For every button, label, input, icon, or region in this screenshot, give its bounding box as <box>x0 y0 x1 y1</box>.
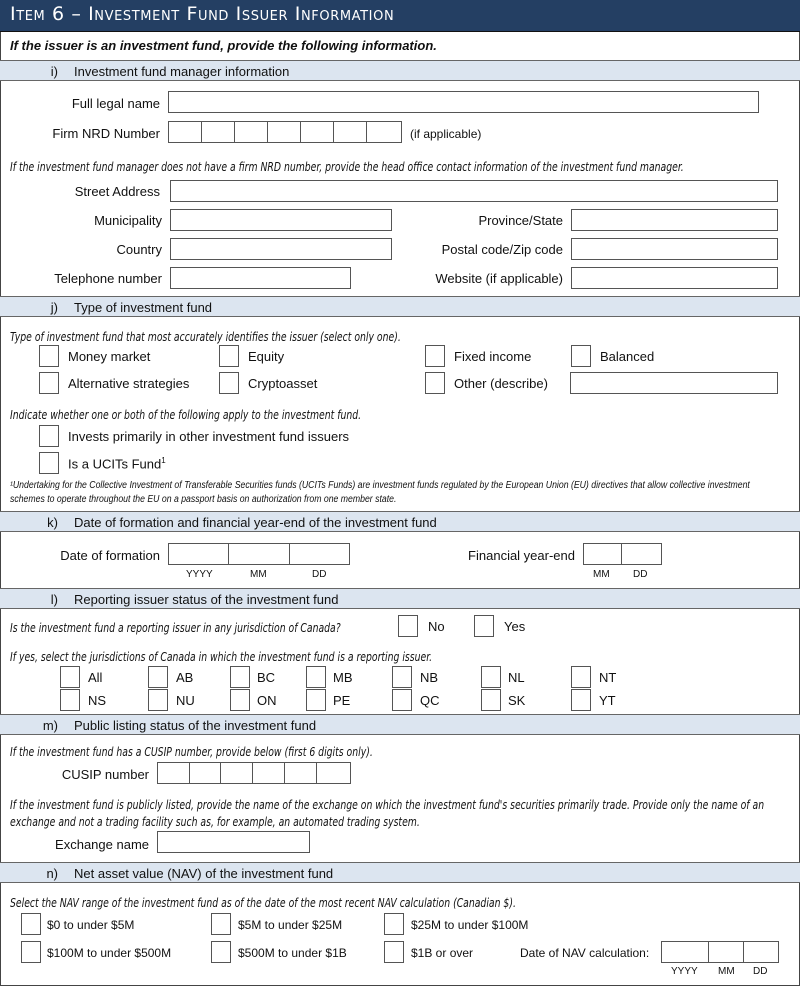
street-address-field[interactable] <box>170 180 778 202</box>
invests-in-other-funds-label: Invests primarily in other investment fund issuers <box>68 429 350 444</box>
no-nrd-instruction: If the investment fund manager does not have a firm NRD number, provide the head office contact information of the investment fund manager. <box>10 160 684 174</box>
jurisdiction-all-checkbox[interactable] <box>60 666 80 688</box>
year-end-dd-hint: DD <box>633 569 648 580</box>
type-fixed-income-label: Fixed income <box>454 349 532 364</box>
jurisdiction-nt-label: NT <box>599 670 617 685</box>
type-alternative-strategies-checkbox[interactable] <box>39 372 59 394</box>
section-letter: j) <box>50 300 58 315</box>
cusip-field[interactable] <box>157 762 351 784</box>
jurisdiction-nt-checkbox[interactable] <box>571 666 591 688</box>
jurisdiction-nb-label: NB <box>420 670 439 685</box>
ucits-fund-label <box>68 456 166 471</box>
nav-date-label: Date of NAV calculation: <box>520 946 650 960</box>
page-title: Item 6 – Investment Fund Issuer Information <box>0 0 800 32</box>
nav-range-100m-500m-checkbox[interactable] <box>21 941 41 963</box>
municipality-label: Municipality <box>94 213 162 228</box>
jurisdiction-all-label: All <box>88 670 103 685</box>
intro-instruction: If the issuer is an investment fund, provide the following information. <box>10 38 437 53</box>
street-address-label: Street Address <box>74 184 160 199</box>
formation-yyyy-hint: YYYY <box>186 569 213 580</box>
section-title: Date of formation and financial year-end of the investment fund <box>74 515 437 530</box>
cusip-digit-cell[interactable] <box>221 763 253 783</box>
nav-range-5m-25m-checkbox[interactable] <box>211 913 231 935</box>
jurisdiction-pe-checkbox[interactable] <box>306 689 326 711</box>
type-balanced-label: Balanced <box>600 349 655 364</box>
nrd-digit-cell[interactable] <box>301 122 334 142</box>
province-field[interactable] <box>571 209 778 231</box>
section-header-k <box>0 511 800 532</box>
type-other-label: Other (describe) <box>454 376 548 391</box>
cusip-digit-cell[interactable] <box>253 763 285 783</box>
exchange-name-label: Exchange name <box>55 837 149 852</box>
municipality-field[interactable] <box>170 209 392 231</box>
jurisdiction-ab-label: AB <box>176 670 194 685</box>
nav-range-0-5m-checkbox[interactable] <box>21 913 41 935</box>
jurisdiction-bc-checkbox[interactable] <box>230 666 250 688</box>
reporting-question: Is the investment fund a reporting issuer in any jurisdiction of Canada? <box>10 621 341 635</box>
telephone-field[interactable] <box>170 267 351 289</box>
nav-yyyy-hint: YYYY <box>671 966 698 977</box>
formation-year-cell[interactable] <box>169 544 229 564</box>
formation-date-label: Date of formation <box>60 548 160 563</box>
jurisdiction-on-checkbox[interactable] <box>230 689 250 711</box>
nav-dd-hint: DD <box>753 966 768 977</box>
exchange-instruction: If the investment fund is publicly listed, provide the name of the exchange on which the investment fund's securities primarily trade. Provide only the name of an exchange and not a trading facility such as, for example, an automated trading system. <box>10 798 765 829</box>
section-header-m <box>0 714 800 735</box>
nrd-digit-cell[interactable] <box>367 122 401 142</box>
reporting-no-label: No <box>428 619 445 634</box>
nav-date-month-cell[interactable] <box>709 942 743 962</box>
type-money-market-checkbox[interactable] <box>39 345 59 367</box>
cusip-digit-cell[interactable] <box>190 763 222 783</box>
type-instruction: Type of investment fund that most accurately identifies the issuer (select only one). <box>10 330 401 344</box>
section-title: Public listing status of the investment fund <box>74 718 317 733</box>
nav-range-25m-100m-label: $25M to under $100M <box>411 918 529 932</box>
type-fixed-income-checkbox[interactable] <box>425 345 445 367</box>
section-letter: i) <box>50 64 58 79</box>
jurisdiction-bc-label: BC <box>257 670 276 685</box>
telephone-label: Telephone number <box>54 271 162 286</box>
province-label: Province/State <box>478 213 563 228</box>
jurisdiction-sk-label: SK <box>508 693 526 708</box>
firm-nrd-label: Firm NRD Number <box>52 126 160 141</box>
firm-nrd-note: (if applicable) <box>410 127 482 141</box>
type-cryptoasset-label: Cryptoasset <box>248 376 318 391</box>
year-end-mm-hint: MM <box>593 569 610 580</box>
type-other-checkbox[interactable] <box>425 372 445 394</box>
nav-range-5m-25m-label: $5M to under $25M <box>238 918 343 932</box>
nav-date-year-cell[interactable] <box>662 942 709 962</box>
section-header-i <box>0 60 800 81</box>
nrd-digit-cell[interactable] <box>169 122 202 142</box>
cusip-digit-cell[interactable] <box>317 763 350 783</box>
jurisdiction-mb-label: MB <box>333 670 353 685</box>
nav-range-500m-1b-checkbox[interactable] <box>211 941 231 963</box>
type-equity-label: Equity <box>248 349 285 364</box>
jurisdiction-yt-checkbox[interactable] <box>571 689 591 711</box>
formation-dd-hint: DD <box>312 569 327 580</box>
jurisdiction-qc-label: QC <box>420 693 440 708</box>
type-other-describe-field[interactable] <box>570 372 778 394</box>
section-header-n <box>0 862 800 883</box>
section-letter: n) <box>46 866 58 881</box>
jurisdiction-nb-checkbox[interactable] <box>392 666 412 688</box>
nav-range-25m-100m-checkbox[interactable] <box>384 913 404 935</box>
section-title: Reporting issuer status of the investment fund <box>74 592 339 607</box>
type-balanced-checkbox[interactable] <box>571 345 591 367</box>
jurisdiction-sk-checkbox[interactable] <box>481 689 501 711</box>
cusip-instruction: If the investment fund has a CUSIP number, provide below (first 6 digits only). <box>10 745 373 759</box>
jurisdiction-on-label: ON <box>257 693 277 708</box>
jurisdiction-qc-checkbox[interactable] <box>392 689 412 711</box>
jurisdiction-nu-label: NU <box>176 693 195 708</box>
reporting-yes-label: Yes <box>504 619 526 634</box>
nrd-digit-cell[interactable] <box>235 122 268 142</box>
jurisdiction-nl-checkbox[interactable] <box>481 666 501 688</box>
jurisdiction-pe-label: PE <box>333 693 351 708</box>
nav-range-1b-over-checkbox[interactable] <box>384 941 404 963</box>
country-label: Country <box>116 242 162 257</box>
nav-range-100m-500m-label: $100M to under $500M <box>47 946 172 960</box>
section-header-l <box>0 588 800 609</box>
year-end-field[interactable] <box>583 543 662 565</box>
jurisdiction-nl-label: NL <box>508 670 525 685</box>
ucits-fund-text: Is a UCITs Fund <box>68 456 162 472</box>
cusip-digit-cell[interactable] <box>285 763 318 783</box>
website-label: Website (if applicable) <box>435 271 563 286</box>
jurisdiction-yt-label: YT <box>599 693 616 708</box>
full-legal-name-field[interactable] <box>168 91 759 113</box>
nav-range-0-5m-label: $0 to under $5M <box>47 918 135 932</box>
nrd-digit-cell[interactable] <box>268 122 301 142</box>
section-title: Net asset value (NAV) of the investment fund <box>74 866 334 881</box>
nav-range-1b-over-label: $1B or over <box>411 946 474 960</box>
section-header-j <box>0 296 800 317</box>
reporting-no-checkbox[interactable] <box>398 615 418 637</box>
jurisdiction-nu-checkbox[interactable] <box>148 689 168 711</box>
jurisdiction-mb-checkbox[interactable] <box>306 666 326 688</box>
section-title: Investment fund manager information <box>74 64 290 79</box>
nrd-digit-cell[interactable] <box>202 122 235 142</box>
reporting-yes-checkbox[interactable] <box>474 615 494 637</box>
jurisdiction-ab-checkbox[interactable] <box>148 666 168 688</box>
year-end-month-cell[interactable] <box>584 544 622 564</box>
formation-month-cell[interactable] <box>229 544 289 564</box>
footnote-marker: 1 <box>161 456 166 465</box>
formation-date-field[interactable] <box>168 543 350 565</box>
exchange-name-field[interactable] <box>157 831 310 853</box>
website-field[interactable] <box>571 267 778 289</box>
year-end-label: Financial year-end <box>468 548 575 563</box>
ucits-fund-checkbox[interactable] <box>39 452 59 474</box>
type-alternative-strategies-label: Alternative strategies <box>68 376 190 391</box>
invests-in-other-funds-checkbox[interactable] <box>39 425 59 447</box>
nav-mm-hint: MM <box>718 966 735 977</box>
nav-range-500m-1b-label: $500M to under $1B <box>238 946 347 960</box>
type-cryptoasset-checkbox[interactable] <box>219 372 239 394</box>
postal-code-label: Postal code/Zip code <box>441 242 563 257</box>
type-money-market-label: Money market <box>68 349 151 364</box>
section-letter: m) <box>42 718 58 733</box>
full-legal-name-label: Full legal name <box>71 96 160 111</box>
ucits-footnote: ¹Undertaking for the Collective Investment of Transferable Securities funds (UCITs Funds) are investment funds regulated by the European Union (EU) directives that allow collective investment schemes to operate throughout the EU on a passport basis on authorization from one member state. <box>10 480 750 505</box>
postal-code-field[interactable] <box>571 238 778 260</box>
country-field[interactable] <box>170 238 392 260</box>
nav-instruction: Select the NAV range of the investment fund as of the date of the most recent NAV calculation (Canadian $). <box>10 896 516 910</box>
nav-date-day-cell[interactable] <box>744 942 778 962</box>
section-letter: k) <box>47 515 58 530</box>
nav-date-field[interactable] <box>661 941 779 963</box>
jurisdiction-ns-checkbox[interactable] <box>60 689 80 711</box>
apply-instruction: Indicate whether one or both of the following apply to the investment fund. <box>10 408 362 422</box>
formation-day-cell[interactable] <box>290 544 349 564</box>
cusip-digit-cell[interactable] <box>158 763 190 783</box>
type-equity-checkbox[interactable] <box>219 345 239 367</box>
section-title: Type of investment fund <box>74 300 213 315</box>
formation-mm-hint: MM <box>250 569 267 580</box>
jurisdiction-ns-label: NS <box>88 693 107 708</box>
firm-nrd-field[interactable] <box>168 121 402 143</box>
nrd-digit-cell[interactable] <box>334 122 367 142</box>
year-end-day-cell[interactable] <box>622 544 661 564</box>
jurisdiction-instruction: If yes, select the jurisdictions of Canada in which the investment fund is a reporting issuer. <box>10 650 433 664</box>
section-letter: l) <box>50 592 58 607</box>
cusip-label: CUSIP number <box>61 767 149 782</box>
